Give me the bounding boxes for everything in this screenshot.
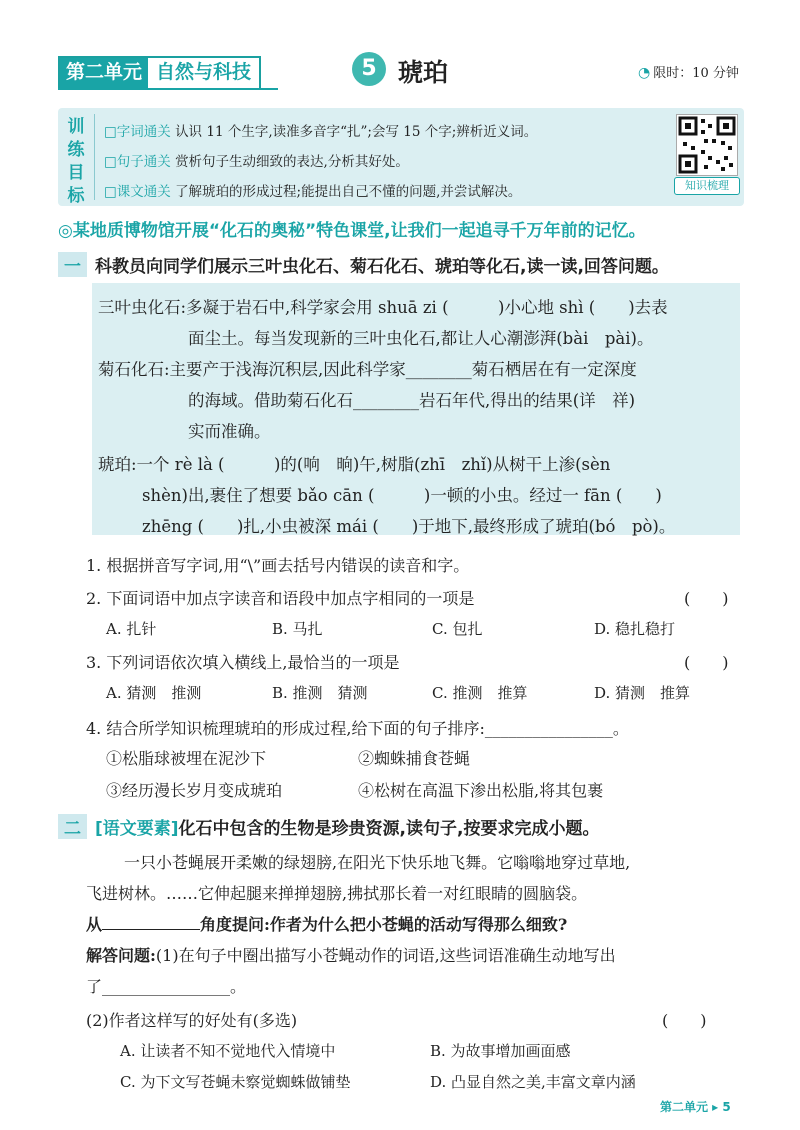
order-item: ④松树在高温下渗出松脂,将其包裹 [358,781,604,800]
angle-question [86,912,567,935]
goals-divider [94,114,95,200]
page-footer: 第二单元 ▸ 5 [660,1100,731,1114]
option-a[interactable]: A. 让读者不知不觉地代入情境中 [120,1042,336,1060]
goal-text: 赏析句子生动细致的表达,分析其好处。 [175,154,409,170]
passage-line: 三叶虫化石:多凝于岩石中,科学家会用 shuā zi ( )小心地 shì ( )去表 [98,298,668,317]
passage-line: 的海域。借助菊石化石________岩石年代,得出的结果(详 祥) [188,391,636,410]
option-c[interactable]: C. 为下文写苍蝇未察觉蜘蛛做铺垫 [120,1073,351,1091]
section-badge: 一 [58,252,87,277]
qr-label: 知识梳理 [674,177,740,195]
goal-text: 了解琥珀的形成过程;能提出自己不懂的问题,并尝试解决。 [175,184,522,200]
option-b[interactable]: B. 为故事增加画面感 [430,1042,571,1060]
goal-text: 认识 11 个生字,读准多音字“扎”;会写 15 个字;辨析近义词。 [175,124,538,140]
clock-icon: ◔ [638,65,651,81]
intro-line: ◎某地质博物馆开展“化石的奥秘”特色课堂,让我们一起追寻千万年前的记忆。 [58,221,646,241]
unit-underline [58,88,278,90]
answer-paren[interactable]: ( ) [684,589,729,608]
order-item: ③经历漫长岁月变成琥珀 [106,781,283,800]
answer-paren[interactable]: ( ) [662,1011,707,1030]
question-1: 1. 根据拼音写字词,用“\”画去括号内错误的读音和字。 [86,556,470,575]
goal-row [104,180,521,200]
question-2: 2. 下面词语中加点字读音和语段中加点字相同的一项是 [86,589,475,608]
option-c[interactable]: C. 推测 推算 [432,684,528,702]
unit-label: 第二单元 [60,58,148,88]
order-item: ①松脂球被埋在泥沙下 [106,749,267,768]
answer-line-1 [86,943,616,966]
goal-row [104,120,537,140]
option-b[interactable]: B. 推测 猜测 [272,684,368,702]
question-4: 4. 结合所学知识梳理琥珀的形成过程,给下面的句子排序:________________。 [86,719,629,738]
answer-2: (2)作者这样写的好处有(多选) [86,1011,298,1030]
section-tag: [语文要素] [95,819,179,839]
section-title-text: 科教员向同学们展示三叶虫化石、菊石化石、琥珀等化石,读一读,回答问题。 [95,257,669,277]
option-b[interactable]: B. 马扎 [272,620,323,638]
angle-prefix: 从 [86,915,103,934]
option-d[interactable]: D. 稳扎稳打 [594,620,676,638]
section-badge: 二 [58,814,87,839]
passage-line: shèn)出,裹住了想要 bǎo cān ( )一顿的小虫。经过一 fān ( ) [142,486,662,505]
answer-1a: (1)在句子中圈出描写小苍蝇动作的词语,这些词语准确生动地写出 [155,946,616,965]
option-d[interactable]: D. 猜测 推算 [594,684,691,702]
reading-line: 飞进树林。……它伸起腿来掸掸翅膀,拂拭那长着一对红眼睛的圆脑袋。 [86,884,588,903]
angle-blank[interactable] [102,915,200,930]
option-a[interactable]: A. 猜测 推测 [106,684,202,702]
section-1-title [58,252,669,277]
goals-label: 训练目标 [67,117,85,206]
answer-paren[interactable]: ( ) [684,653,729,672]
passage-line: 琥珀:一个 rè là ( )的(响 晌)午,树脂(zhī zhǐ)从树干上渗(sèn [98,455,611,474]
passage-line: 面尘土。每当发现新的三叶虫化石,都让人心潮澎湃(bài pài)。 [188,329,654,348]
lesson-title: 琥珀 [398,58,449,87]
goal-name: □句子通关 [104,154,171,170]
option-a[interactable]: A. 扎针 [106,620,157,638]
passage-line: 实而准确。 [188,422,271,441]
reading-line: 一只小苍蝇展开柔嫩的绿翅膀,在阳光下快乐地飞舞。它嗡嗡地穿过草地, [124,853,631,872]
angle-suffix: 角度提问:作者为什么把小苍蝇的活动写得那么细致? [200,915,568,934]
unit-tag [58,56,261,90]
answer-1b[interactable]: 了________________。 [86,977,247,996]
section-2-title [58,814,599,839]
goal-row [104,150,409,170]
goal-name: □字词通关 [104,124,171,140]
order-item: ②蜘蛛捕食苍蝇 [358,749,471,768]
lesson-number: 5 [352,52,386,86]
option-c[interactable]: C. 包扎 [432,620,483,638]
qr-code[interactable] [676,114,738,176]
goal-name: □课文通关 [104,184,171,200]
time-limit [638,62,739,81]
question-3: 3. 下列词语依次填入横线上,最恰当的一项是 [86,653,400,672]
passage-line: 菊石化石:主要产于浅海沉积层,因此科学家________菊石栖居在有一定深度 [98,360,637,379]
section-title-text: 化石中包含的生物是珍贵资源,读句子,按要求完成小题。 [178,819,600,839]
time-limit-text: 限时：10 分钟 [653,66,739,81]
answer-label: 解答问题: [86,946,156,965]
option-d[interactable]: D. 凸显自然之美,丰富文章内涵 [430,1073,636,1091]
unit-theme: 自然与科技 [148,58,259,88]
passage-line: zhēng ( )扎,小虫被深 mái ( )于地下,最终形成了琥珀(bó pò)。 [142,517,676,536]
